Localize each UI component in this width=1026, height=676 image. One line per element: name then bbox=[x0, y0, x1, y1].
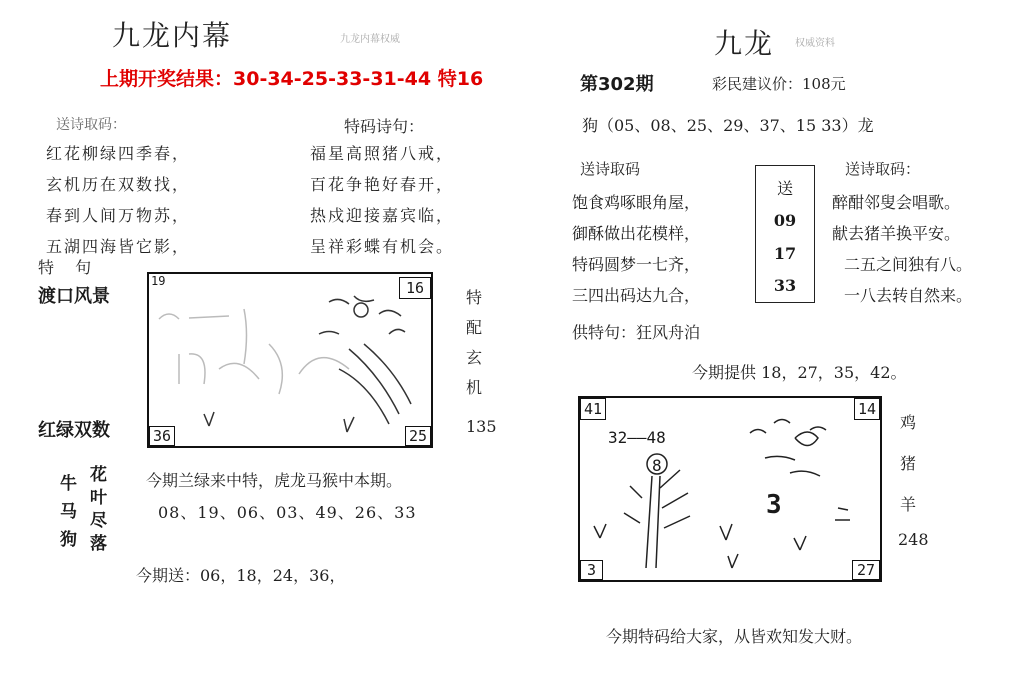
box-num-br: 27 bbox=[852, 560, 880, 580]
animal-dog: 狗 bbox=[60, 530, 77, 550]
send-poem-right-title: 送诗取码： bbox=[845, 160, 921, 178]
left-side-chars bbox=[466, 283, 482, 403]
leaf-char: 落 bbox=[90, 534, 107, 554]
side-char: 配 bbox=[466, 318, 483, 337]
right-footer: 今期特码给大家，从皆欢知发大财。 bbox=[606, 627, 863, 646]
poem-line: 御酥做出花模样， bbox=[572, 224, 701, 243]
send-box-num: 09 bbox=[773, 211, 797, 230]
poem-line: 百花争艳好春开， bbox=[310, 175, 455, 194]
poem-line: 福星高照猪八戒， bbox=[310, 144, 455, 163]
right-sketch-drawing bbox=[580, 398, 880, 580]
send-box-num: 33 bbox=[773, 276, 797, 295]
side-char: 猪 bbox=[900, 454, 917, 473]
right-side-chars bbox=[900, 402, 916, 525]
poem-line: 红花柳绿四季春， bbox=[46, 144, 191, 163]
left-poem-col-2 bbox=[310, 138, 454, 262]
box-mid-number: 8 bbox=[652, 456, 662, 475]
poem-line: 献去猪羊换平安。 bbox=[832, 224, 961, 243]
poem-line: 玄机历在双数找， bbox=[46, 175, 191, 194]
right-poem-col-2 bbox=[832, 187, 972, 311]
send-box-title: 送 bbox=[776, 179, 793, 198]
provide-line: 今期提供 18，27，35，42。 bbox=[692, 363, 907, 382]
side-char: 鸡 bbox=[900, 413, 917, 432]
last-result-numbers: 30-34-25-33-31-44 bbox=[233, 68, 432, 90]
poem-left-title: 送诗取码： bbox=[56, 117, 126, 133]
left-sketch-box bbox=[147, 272, 433, 448]
send-poem-left-title: 送诗取码 bbox=[580, 160, 641, 178]
side-char: 羊 bbox=[900, 495, 917, 514]
side-char: 特 bbox=[466, 288, 483, 307]
box-num-tl: 19 bbox=[151, 274, 166, 288]
leaf-char: 花 bbox=[90, 465, 107, 485]
left-statement: 今期兰绿来中特，虎龙马猴中本期。 bbox=[146, 471, 403, 490]
label-redgreen: 红绿双数 bbox=[38, 420, 110, 441]
poem-line: 一八去转自然来。 bbox=[844, 286, 973, 305]
box-mid-number: 3 bbox=[766, 490, 782, 520]
last-result bbox=[100, 64, 483, 91]
animal-horse: 马 bbox=[60, 502, 77, 522]
poem-line: 五湖四海皆它影， bbox=[46, 237, 191, 256]
box-num-bl: 3 bbox=[580, 560, 603, 580]
right-title-faint: 权威资料 bbox=[795, 38, 835, 49]
animal-ox: 牛 bbox=[60, 474, 77, 494]
box-num-tr: 16 bbox=[399, 277, 431, 299]
poem-line: 热戍迎接嘉宾临， bbox=[310, 206, 455, 225]
left-subtitle: 九龙内幕权威 bbox=[340, 34, 400, 45]
poem-line: 二五之间独有八。 bbox=[844, 255, 973, 274]
leaf-char: 尽 bbox=[90, 511, 107, 531]
poem-line: 特码圆梦一七齐， bbox=[572, 255, 701, 274]
box-arrow: 32——48 bbox=[608, 428, 666, 447]
suggested-price: 彩民建议价：108元 bbox=[712, 75, 846, 93]
leaves-col bbox=[90, 464, 107, 556]
issue-number: 第302期 bbox=[580, 74, 654, 95]
box-num-br: 25 bbox=[405, 426, 431, 446]
label-ferry: 渡口风景 bbox=[38, 286, 110, 307]
poem-line: 呈祥彩蝶有机会。 bbox=[310, 237, 455, 256]
left-send-line: 今期送：06，18，24，36， bbox=[136, 566, 346, 585]
dog-line: 狗（05、08、25、29、37、15 33）龙 bbox=[582, 116, 874, 135]
last-result-label: 上期开奖结果： bbox=[100, 68, 234, 90]
left-poem-col-1 bbox=[46, 138, 190, 262]
poem-line: 饱食鸡啄眼角屋， bbox=[572, 193, 701, 212]
last-result-special: 特16 bbox=[437, 68, 484, 90]
box-num-tl: 41 bbox=[580, 398, 606, 420]
offer-line: 供特句：狂风舟泊 bbox=[572, 323, 701, 342]
animal-col bbox=[60, 470, 77, 554]
poem-right-title: 特码诗句： bbox=[344, 117, 425, 136]
left-side-number: 135 bbox=[466, 417, 497, 436]
right-sketch-box bbox=[578, 396, 882, 582]
left-number-line: 08、19、06、03、49、26、33 bbox=[158, 503, 417, 522]
special-line-title: 特 句 bbox=[38, 258, 100, 277]
side-char: 玄 bbox=[466, 348, 483, 367]
side-char: 机 bbox=[466, 378, 483, 397]
poem-line: 醉酣邻叟会唱歌。 bbox=[832, 193, 961, 212]
send-box bbox=[755, 165, 815, 303]
right-side-number: 248 bbox=[898, 530, 929, 549]
right-title: 九龙 bbox=[714, 27, 775, 60]
poem-line: 春到人间万物苏， bbox=[46, 206, 191, 225]
left-sketch-drawing bbox=[149, 274, 431, 446]
send-box-num: 17 bbox=[773, 244, 797, 263]
right-poem-col-1 bbox=[572, 187, 700, 311]
leaf-char: 叶 bbox=[90, 488, 107, 508]
left-title: 九龙内幕 bbox=[112, 19, 233, 52]
poem-line: 三四出码达九合， bbox=[572, 286, 701, 305]
box-num-bl: 36 bbox=[149, 426, 175, 446]
box-num-tr: 14 bbox=[854, 398, 880, 420]
